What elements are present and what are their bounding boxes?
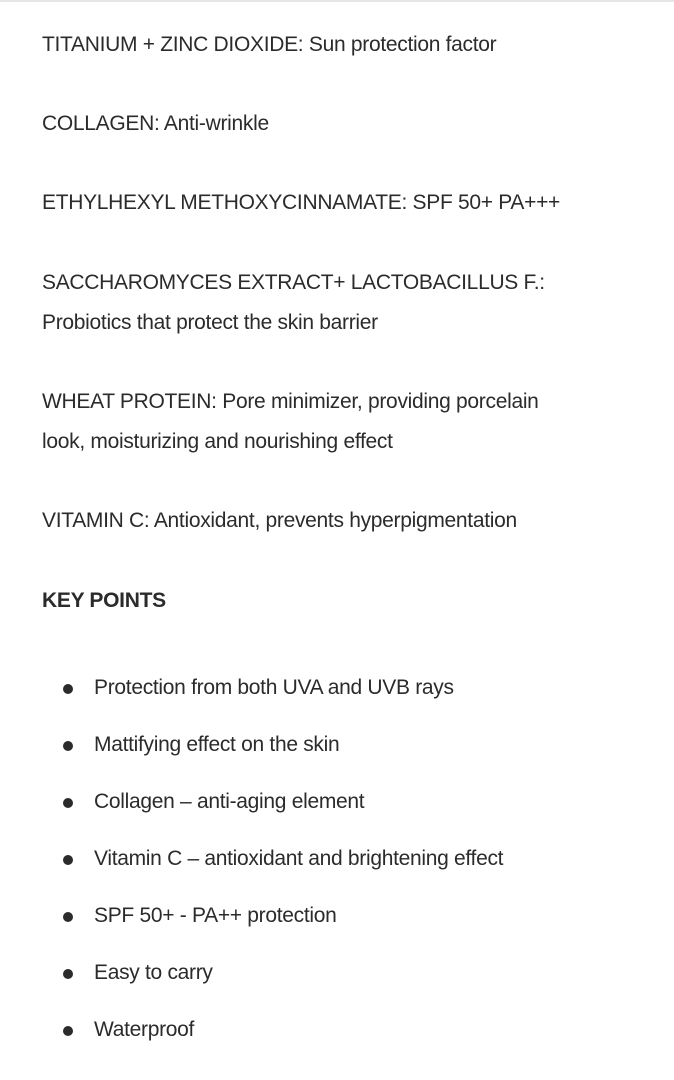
list-item: Collagen – anti-aging element [42, 787, 642, 817]
ingredient-titanium-zinc [42, 25, 496, 65]
bullet-icon [63, 684, 73, 694]
list-item: Protection from both UVA and UVB rays [42, 673, 642, 703]
ingredient-name: VITAMIN C: [42, 509, 150, 532]
ingredient-name: ETHYLHEXYL METHOXYCINNAMATE: [42, 191, 407, 214]
ingredient-name: SACCHAROMYCES EXTRACT+ LACTOBACILLUS F.: [42, 271, 545, 294]
ingredient-vitamin-c [42, 501, 517, 541]
list-item: Waterproof [42, 1015, 642, 1045]
ingredient-wheat-protein [42, 382, 539, 462]
list-item: Mattifying effect on the skin [42, 730, 642, 760]
list-item: SPF 50+ - PA++ protection [42, 901, 642, 931]
bullet-icon [63, 741, 73, 751]
ingredient-saccharomyces [42, 263, 545, 343]
ingredient-description: Sun protection factor [308, 33, 497, 56]
ingredient-description: Anti-wrinkle [163, 112, 269, 135]
bullet-icon [63, 1026, 73, 1036]
bullet-icon [63, 798, 73, 808]
ingredient-description: SPF 50+ PA+++ [412, 191, 561, 214]
ingredient-description-continued: look, moisturizing and nourishing effect [42, 430, 393, 453]
ingredient-description: Antioxidant, prevents hyperpigmentation [153, 509, 517, 532]
ingredient-name: COLLAGEN: [42, 112, 160, 135]
ingredient-name: TITANIUM + ZINC DIOXIDE: [42, 33, 304, 56]
ingredient-collagen [42, 104, 269, 144]
ingredient-name: WHEAT PROTEIN: [42, 390, 217, 413]
bullet-icon [63, 969, 73, 979]
list-item: Vitamin C – antioxidant and brightening effect [42, 844, 642, 874]
bullet-icon [63, 855, 73, 865]
top-divider [0, 0, 674, 2]
ingredient-description: Probiotics that protect the skin barrier [42, 311, 378, 334]
bullet-icon [63, 912, 73, 922]
ingredient-ethylhexyl [42, 183, 560, 223]
list-item: Easy to carry [42, 958, 642, 988]
ingredient-description: Pore minimizer, providing porcelain [222, 390, 539, 413]
key-points-heading: KEY POINTS [42, 589, 166, 612]
